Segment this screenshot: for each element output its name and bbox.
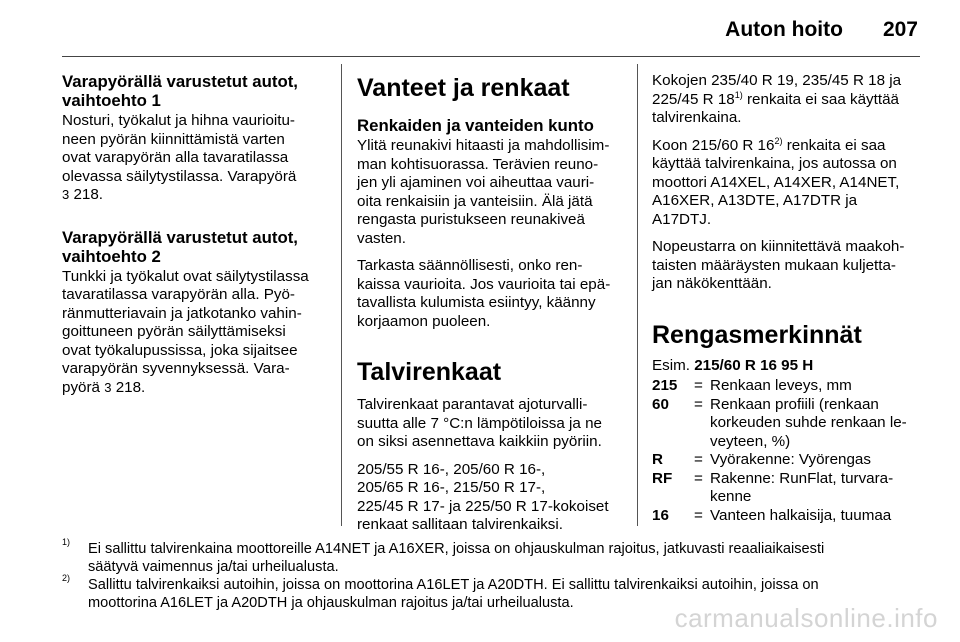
paragraph-size-engines [652,137,927,230]
watermark: carmanualsonline.info [674,603,938,633]
paragraph-variant-2 [62,268,324,398]
footnote-number-text: 2) [62,573,71,584]
definition-term: 16 [652,506,669,524]
footnotes [62,537,922,612]
definition-list [652,377,927,525]
definition-row [652,451,927,470]
paragraph-winter-sizes: 205/55 R 16-, 205/60 R 16-, 205/65 R 16-, 215/50 R 17-, 225/45 R 17- ja 225/50 R 17-kokoiset renkaat sallitaan talvirenkaiksi. [357,460,609,533]
equals-sign: = [694,395,703,413]
footnote-number [62,573,88,612]
paragraph-variant-1 [62,112,324,205]
definition-row [652,377,927,396]
footnote-number-text: 1) [62,537,71,548]
footnote-number [62,537,88,576]
page-number: 207 [882,18,918,41]
page-ref-icon: 3 [62,187,70,202]
footnote-ref[interactable]: 1) [734,89,743,100]
footnote [62,537,922,576]
column-divider [341,64,342,526]
paragraph-inspect: Tarkasta säännöllisesti, onko ren- kaissa vaurioita. Jos vaurioita tai epä- tavallista kulumista esiintyy, käänny korjaamon puoleen. [357,257,611,330]
section-title: Auton hoito [725,18,843,41]
column-1 [62,72,324,406]
definition-text: Vanteen halkaisija, tuumaa [710,506,892,524]
footnote-ref[interactable]: 2) [774,135,783,146]
definition-row [652,396,927,452]
footnote-text: Ei sallittu talvirenkaina moottoreille A14NET ja A16XER, joissa on ohjauskulman rajoitus, jatkuvasti reaaliaikaisesti säätyvä vaimennus ja/tai urheilualusta. [88,541,825,575]
page-ref-link[interactable]: 218. [115,378,146,396]
column-3 [652,72,927,525]
paragraph-sizes-not-allowed [652,72,927,128]
page-ref-link[interactable]: 218. [73,186,104,203]
example-line [652,357,927,376]
equals-sign: = [694,451,703,468]
definition-term: R [652,451,663,468]
equals-sign: = [694,469,703,487]
definition-row [652,507,927,526]
paragraph-speed-label: Nopeustarra on kiinnitettävä maakoh- taisten määräysten mukaan kuljetta- jan näkökenttään. [652,238,905,292]
example-value: 215/60 R 16 95 H [694,356,814,374]
section-title-winter-tyres: Talvirenkaat [357,358,502,386]
definition-term: RF [652,469,673,487]
definition-text: Renkaan leveys, mm [710,377,852,394]
paragraph-text: renkaita ei saa käyttää talvirenkaina, jos autossa on moottori A14XEL, A14XER, A14NET, A16XER, A13DTE, A17DTR ja A17DTJ. [652,136,900,228]
definition-text: Vyörakenne: Vyörengas [710,451,871,468]
heading-variant-1: Varapyörällä varustetut autot, vaihtoehto 1 [62,72,298,110]
paragraph-kerb: Ylitä reunakivi hitaasti ja mahdollisim- man kohtisuorassa. Terävien reuno- jen yli ajaminen voi aiheuttaa vauri- oita renkaisiin ja vanteisiin. Älä jätä rengasta puristukseen reunakiveä vasten. [357,137,610,247]
paragraph-text: Nosturi, työkalut ja hihna vaurioitu- neen pyörän kiinnittämistä varten ovat varapyörän alla tavaratilassa olevassa säilytystilassa. Varapyörä [62,112,297,185]
section-title-rims-tyres: Vanteet ja renkaat [357,74,570,102]
header-rule [62,56,920,57]
paragraph-text: Tunkki ja työkalut ovat säilytystilassa tavaratilassa varapyörän alla. Pyö- ränmutteriavain ja jatkotanko vahin- goittuneen pyörän säilyttämiseksi ovat työkalupussissa, joka sijaitsee varapyörän syvennyksessä. Vara- pyörä [62,267,309,396]
paragraph-text: renkaita ei saa käyttää talvirenkaina. [652,90,899,126]
definition-term: 60 [652,395,669,413]
paragraph-text: Koon 215/60 R 16 [652,136,775,154]
paragraph-winter-safety: Talvirenkaat parantavat ajoturvalli- suutta alle 7 °C:n lämpötiloissa ja ne on siksi asennettava kaikkiin pyöriin. [357,396,602,450]
section-title-tyre-markings: Rengasmerkinnät [652,320,862,349]
footnote-text: Sallittu talvirenkaiksi autoihin, joissa on moottorina A16LET ja A20DTH. Ei sallittu talvirenkaiksi autoihin, joissa on moottorina A16LET ja A20DTH ja ohjauskulman rajoitus ja/tai urheilualusta. [88,577,819,611]
definition-row [652,470,927,507]
example-label: Esim. [652,356,690,374]
column-divider [637,64,638,526]
definition-text: Renkaan profiili (renkaan korkeuden suhde renkaan le- veyteen, %) [710,395,907,450]
heading-variant-2: Varapyörällä varustetut autot, vaihtoehto 2 [62,227,298,266]
column-2 [357,72,627,544]
definition-text: Rakenne: RunFlat, turvara- kenne [710,469,894,505]
definition-term: 215 [652,377,678,394]
page-ref-icon: 3 [104,379,112,395]
page-header [725,18,918,42]
equals-sign: = [694,506,703,524]
paragraph-text: Kokojen 235/40 R 19, 235/45 R 18 ja 225/45 R 18 [652,72,902,108]
equals-sign: = [694,377,703,394]
subheading-condition: Renkaiden ja vanteiden kunto [357,116,594,135]
